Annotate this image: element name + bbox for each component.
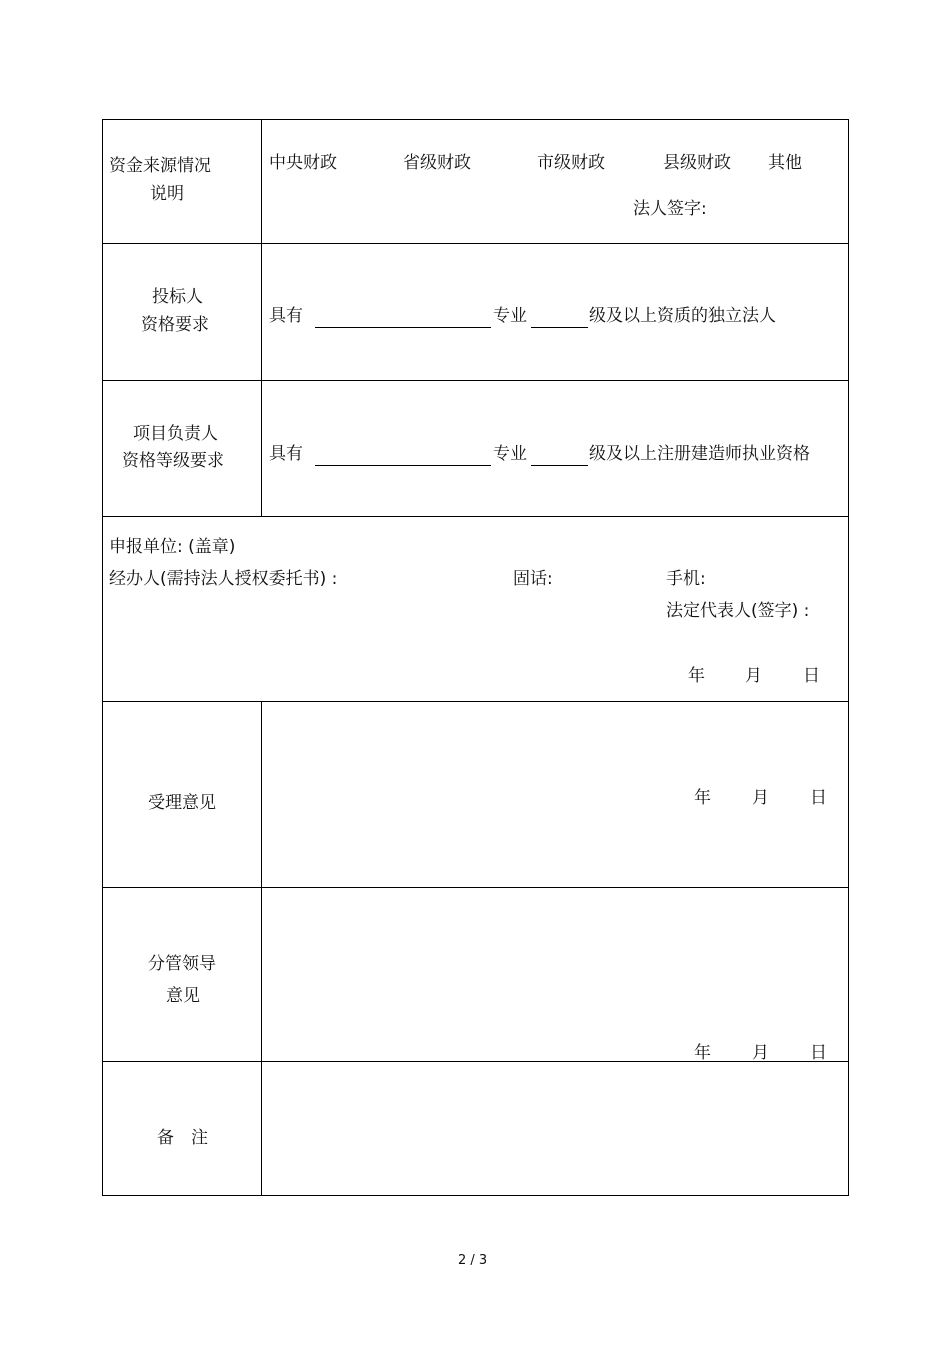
acceptance-date-year: 年 — [694, 788, 711, 808]
bidder-grade-blank[interactable] — [531, 327, 588, 328]
row-divider — [102, 1061, 849, 1062]
table-border-top — [102, 119, 849, 120]
funding-option-other: 其他 — [768, 153, 802, 173]
leader-date-day: 日 — [810, 1043, 827, 1063]
bidder-label: 投标人 — [152, 287, 203, 307]
legal-rep-signature-label: 法定代表人(签字) : — [666, 601, 810, 621]
manager-label: 项目负责人 — [133, 424, 218, 444]
bidder-label-line2: 资格要求 — [141, 315, 209, 335]
acceptance-date-month: 月 — [752, 788, 769, 808]
table-border-left — [102, 119, 103, 1196]
row-divider — [102, 887, 849, 888]
remarks-label: 备 注 — [157, 1128, 208, 1148]
table-border-bottom — [102, 1195, 849, 1196]
row-divider — [102, 243, 849, 244]
bidder-text-prefix: 具有 — [269, 306, 303, 326]
funding-option-city: 市级财政 — [537, 153, 605, 173]
applicant-phone-label: 固话: — [513, 569, 553, 589]
manager-major-blank[interactable] — [315, 465, 491, 466]
applicant-agent-label: 经办人(需持法人授权委托书) : — [109, 569, 338, 589]
acceptance-label: 受理意见 — [148, 793, 216, 813]
acceptance-date-day: 日 — [810, 788, 827, 808]
legal-signature-label: 法人签字: — [633, 199, 707, 219]
funding-label-line2: 说明 — [150, 184, 184, 204]
funding-option-county: 县级财政 — [663, 153, 731, 173]
funding-label: 资金来源情况 — [109, 156, 211, 176]
row-divider — [102, 516, 849, 517]
funding-option-provincial: 省级财政 — [403, 153, 471, 173]
applicant-date-day: 日 — [803, 666, 820, 686]
applicant-mobile-label: 手机: — [666, 569, 706, 589]
column-divider — [261, 701, 262, 1196]
manager-label-line2: 资格等级要求 — [122, 451, 224, 471]
applicant-unit-label: 申报单位: (盖章) — [109, 537, 236, 557]
row-divider — [102, 701, 849, 702]
bidder-text-suffix: 级及以上资质的独立法人 — [589, 306, 776, 326]
leader-date-year: 年 — [694, 1043, 711, 1063]
applicant-date-year: 年 — [688, 666, 705, 686]
manager-grade-blank[interactable] — [531, 465, 588, 466]
leader-date-month: 月 — [752, 1043, 769, 1063]
row-divider — [102, 380, 849, 381]
funding-option-central: 中央财政 — [269, 153, 337, 173]
manager-text-major: 专业 — [493, 444, 527, 464]
manager-text-suffix: 级及以上注册建造师执业资格 — [589, 444, 810, 464]
leader-label: 分管领导 — [148, 954, 216, 974]
table-border-right — [848, 119, 849, 1196]
page-number: 2 / 3 — [458, 1253, 488, 1268]
manager-text-prefix: 具有 — [269, 444, 303, 464]
column-divider — [261, 119, 262, 517]
bidder-text-major: 专业 — [493, 306, 527, 326]
bidder-major-blank[interactable] — [315, 327, 491, 328]
leader-label-line2: 意见 — [166, 986, 200, 1006]
applicant-date-month: 月 — [745, 666, 762, 686]
